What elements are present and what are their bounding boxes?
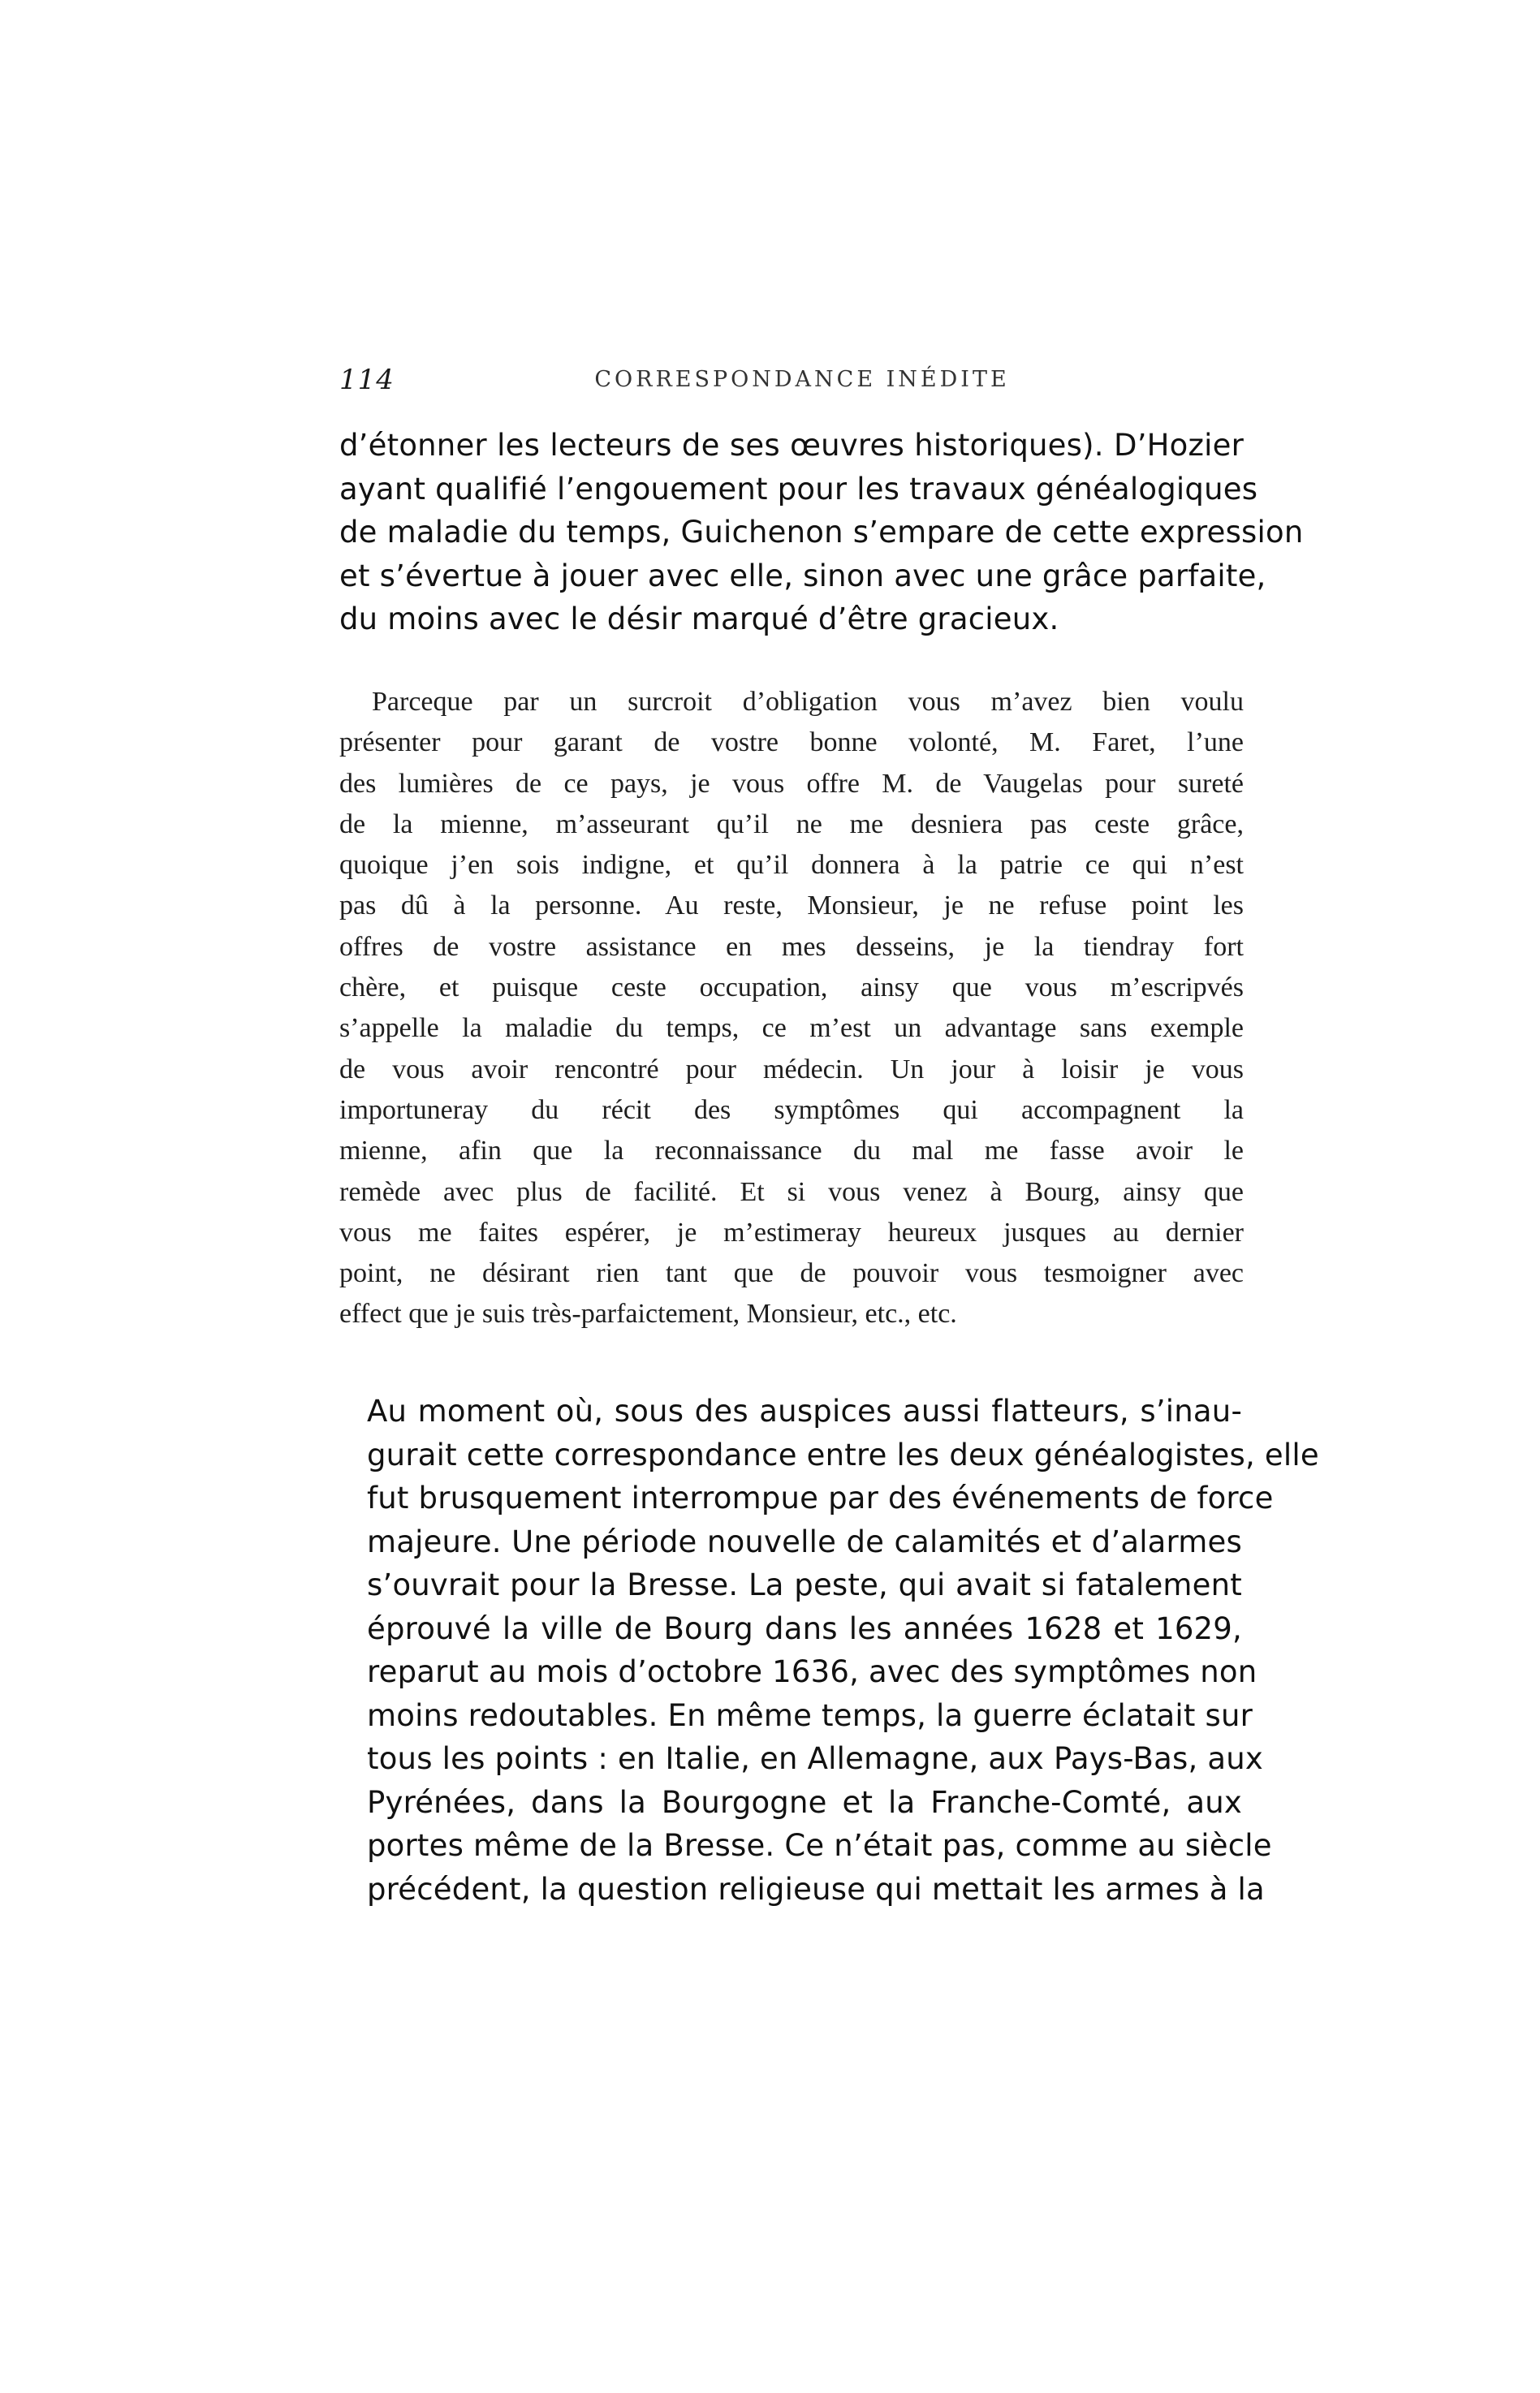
page-number: 114 [339,364,395,396]
text-line: mienne, afin que la reconnaissance du mal me fasse avoir le [339,1136,1244,1166]
text-line: s’ouvrait pour la Bresse. La peste, qui avait si fatalement [367,1567,1242,1602]
text-line: remède avec plus de facilité. Et si vous venez à Bourg, ainsy que [339,1176,1244,1207]
text-line: quoique j’en sois indigne, et qu’il donnera à la patrie ce qui n’est [339,850,1244,881]
text-line: de maladie du temps, Guichenon s’empare de cette expression [339,515,1304,550]
text-line: fut brusquement interrompue par des événements de force [367,1481,1274,1516]
text-line: de vous avoir rencontré pour médecin. Un jour à loisir je vous [339,1054,1244,1084]
text-line: précédent, la question religieuse qui mettait les armes à la [367,1871,1265,1907]
text-line: d’étonner les lecteurs de ses œuvres historiques). D’Hozier [339,428,1244,463]
text-line: vous me faites espérer, je m’estimeray heureux jusques au dernier [339,1217,1244,1248]
text-line: Parceque par un surcroit d’obligation vous m’avez bien voulu [372,687,1244,717]
text-line: s’appelle la maladie du temps, ce m’est un advantage sans exemple [339,1013,1244,1044]
text-line: moins redoutables. En même temps, la guerre éclatait sur [367,1697,1253,1733]
paragraph-narrative [367,1390,1319,1911]
text-line: point, ne désirant rien tant que de pouvoir vous tesmoigner avec [339,1258,1244,1289]
text-line: ayant qualifié l’engouement pour les travaux généalogiques [339,471,1258,507]
text-line: effect que je suis très-parfaictement, Monsieur, etc., etc. [339,1299,957,1330]
text-line: et s’évertue à jouer avec elle, sinon avec une grâce parfaite, [339,558,1266,593]
text-line: des lumières de ce pays, je vous offre M. de Vaugelas pour sureté [339,768,1244,799]
text-line: offres de vostre assistance en mes desseins, je la tiendray fort [339,931,1244,962]
text-line: Au moment où, sous des auspices aussi flatteurs, s’inau- [367,1394,1242,1429]
paragraph-intro [339,424,1304,641]
text-line: importuneray du récit des symptômes qui accompagnent la [339,1094,1244,1125]
text-line: chère, et puisque ceste occupation, ainsy que vous m’escripvés [339,972,1244,1003]
text-line: Pyrénées, dans la Bourgogne et la Franche-Comté, aux [367,1784,1242,1820]
text-line: majeure. Une période nouvelle de calamités et d’alarmes [367,1524,1242,1559]
page-header [339,364,1265,404]
letter-quotation [339,682,1244,1335]
text-line: du moins avec le désir marqué d’être gracieux. [339,601,1059,636]
text-line: gurait cette correspondance entre les deux généalogistes, elle [367,1437,1319,1472]
text-line: éprouvé la ville de Bourg dans les années 1628 et 1629, [367,1610,1242,1646]
text-line: reparut au mois d’octobre 1636, avec des symptômes non [367,1654,1257,1689]
text-line: présenter pour garant de vostre bonne volonté, M. Faret, l’une [339,727,1244,758]
text-line: tous les points : en Italie, en Allemagne, aux Pays-Bas, aux [367,1741,1263,1776]
text-line: de la mienne, m’asseurant qu’il ne me desniera pas ceste grâce, [339,808,1244,839]
text-line: portes même de la Bresse. Ce n’était pas, comme au siècle [367,1828,1272,1863]
text-line: pas dû à la personne. Au reste, Monsieur, je ne refuse point les [339,890,1244,921]
running-title: CORRESPONDANCE INÉDITE [594,367,1010,392]
